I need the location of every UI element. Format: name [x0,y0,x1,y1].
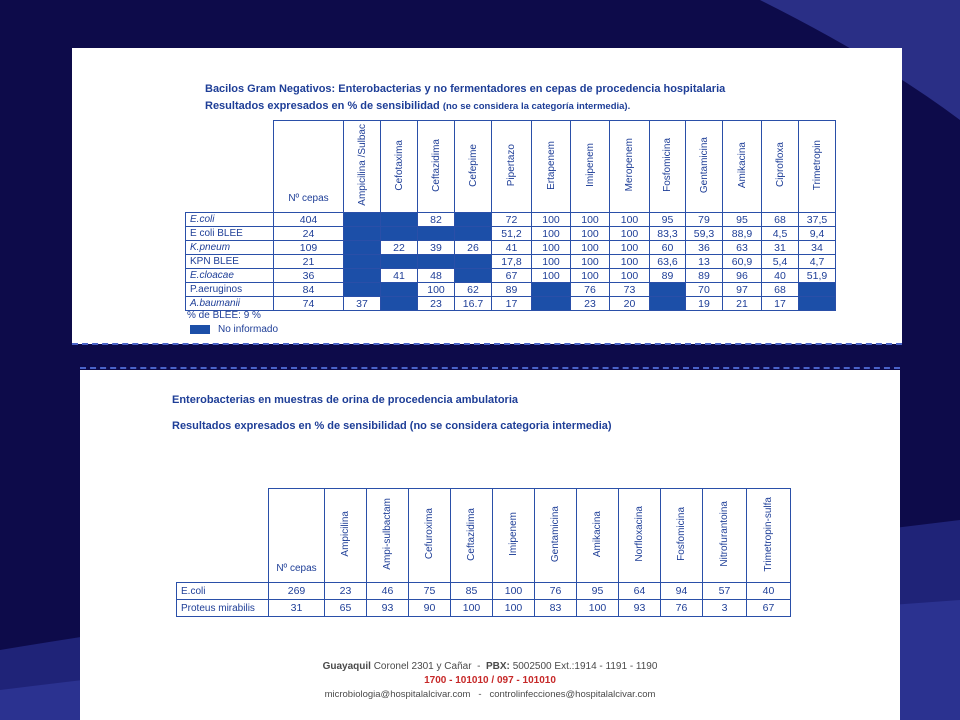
top-table-subtitle [205,100,630,112]
sensitivity-cell: 100 [571,269,610,283]
sensitivity-cell: 59,3 [686,227,723,241]
column-header-antibiotic [650,121,686,213]
organism-cell: Proteus mirabilis [177,600,269,617]
sensitivity-cell: 76 [661,600,703,617]
no-informado-cell [532,283,571,297]
sensitivity-cell: 41 [381,269,418,283]
column-header-cepas: Nº cepas [274,121,344,213]
column-header-antibiotic [492,121,532,213]
sensitivity-cell: 5,4 [762,255,799,269]
sensitivity-cell: 20 [610,297,650,311]
antibiotic-label: Cefotaxima [393,139,405,191]
sensitivity-cell: 100 [610,227,650,241]
bottom-table-title: Enterobacterias en muestras de orina de procedencia ambulatoria [172,394,519,406]
antibiotic-label: Imipenem [508,512,519,556]
table-corner [177,489,269,583]
sensitivity-cell: 100 [610,213,650,227]
antibiotic-label: Nitrofurantoina [719,501,730,567]
antibiotic-label: Fosfomicina [662,138,673,192]
footer-phones: 1700 - 101010 / 097 - 101010 [424,675,556,686]
sensitivity-cell: 73 [610,283,650,297]
sensitivity-cell: 39 [418,241,455,255]
no-informado-cell [455,213,492,227]
footer-emails [80,688,900,702]
antibiotic-label: Ceftazidima [430,138,442,192]
sensitivity-cell: 57 [703,583,747,600]
antibiotic-label: Cefepime [467,143,479,187]
hospital-sensitivity-table [185,120,836,311]
no-informado-cell [455,227,492,241]
sensitivity-cell: 41 [492,241,532,255]
column-header-antibiotic [661,489,703,583]
sensitivity-cell: 22 [381,241,418,255]
hospital-footer [80,660,900,702]
no-informado-cell [381,297,418,311]
no-informado-cell [344,283,381,297]
sensitivity-cell: 100 [532,213,571,227]
sensitivity-cell: 95 [723,213,762,227]
table-row [186,297,836,311]
column-header-antibiotic [703,489,747,583]
sensitivity-cell: 19 [686,297,723,311]
sensitivity-cell: 9,4 [799,227,836,241]
sensitivity-cell: 100 [571,241,610,255]
organism-cell: P.aeruginos [186,283,274,297]
sensitivity-cell: 46 [367,583,409,600]
sensitivity-cell: 48 [418,269,455,283]
sensitivity-cell: 96 [723,269,762,283]
sensitivity-cell: 60,9 [723,255,762,269]
column-header-antibiotic [418,121,455,213]
outpatient-urine-panel [80,370,900,720]
sensitivity-cell: 37 [344,297,381,311]
sensitivity-cell: 68 [762,213,799,227]
organism-cell: A.baumanii [186,297,274,311]
hospital-table-body [186,213,836,311]
sensitivity-cell: 82 [418,213,455,227]
antibiotic-label: Amikacina [592,510,603,558]
no-informado-cell [532,297,571,311]
antibiotic-label: Ampicilina /Sulbac [356,124,368,206]
no-informado-cell [799,297,836,311]
sensitivity-cell: 100 [571,255,610,269]
sensitivity-cell: 21 [723,297,762,311]
table-row [186,269,836,283]
sensitivity-cell: 75 [409,583,451,600]
antibiotic-label: Trimetropin-sulfa [763,496,774,572]
sensitivity-cell: 26 [455,241,492,255]
top-table-title: Bacilos Gram Negativos: Enterobacterias y no fermentadores en cepas de procedencia hospitalaria [205,83,726,95]
legend-swatch [190,325,210,334]
sensitivity-cell: 34 [799,241,836,255]
column-header-antibiotic [493,489,535,583]
sensitivity-cell: 17 [762,297,799,311]
sensitivity-cell: 94 [661,583,703,600]
antibiotic-label: Norfloxacina [634,506,645,562]
sensitivity-cell: 72 [492,213,532,227]
table-corner [186,121,274,213]
footer-pbx-label: PBX: [486,661,510,672]
legend-no-informado [190,324,278,335]
sensitivity-cell: 100 [610,255,650,269]
column-header-antibiotic [762,121,799,213]
organism-cell: K.pneum [186,241,274,255]
no-informado-cell [799,283,836,297]
sensitivity-cell: 51,2 [492,227,532,241]
sensitivity-cell: 76 [571,283,610,297]
footer-street: Coronel 2301 y Cañar [373,661,472,672]
cepas-cell: 269 [269,583,325,600]
no-informado-cell [344,227,381,241]
table-row [186,227,836,241]
sensitivity-cell: 100 [532,227,571,241]
sensitivity-cell: 100 [532,241,571,255]
antibiotic-label: Ciprofloxa [774,142,786,188]
sensitivity-cell: 90 [409,600,451,617]
sensitivity-cell: 100 [610,241,650,255]
cepas-cell: 84 [274,283,344,297]
sensitivity-cell: 4,7 [799,255,836,269]
antibiotic-label: Ceftazidima [466,507,477,561]
top-table-subtitle-note: (no se considera la categoría intermedia). [442,101,631,112]
antibiotic-label: Trimetropin [811,139,823,191]
sensitivity-cell: 95 [650,213,686,227]
hospital-sensitivity-panel [72,48,902,344]
sensitivity-cell: 100 [418,283,455,297]
no-informado-cell [455,269,492,283]
cepas-cell: 404 [274,213,344,227]
sensitivity-cell: 51,9 [799,269,836,283]
sensitivity-cell: 3 [703,600,747,617]
sensitivity-cell: 40 [762,269,799,283]
top-table-subtitle-bold: Resultados expresados en % de sensibilidad [205,100,440,112]
sensitivity-cell: 16.7 [455,297,492,311]
table-row [186,255,836,269]
footer-email-separator: - [473,689,487,700]
sensitivity-cell: 64 [619,583,661,600]
sensitivity-cell: 62 [455,283,492,297]
antibiotic-label: Ertapenem [545,140,557,190]
sensitivity-cell: 100 [532,269,571,283]
column-header-cepas: Nº cepas [269,489,325,583]
sensitivity-cell: 23 [571,297,610,311]
column-header-antibiotic [451,489,493,583]
antibiotic-label: Gentamicina [698,136,710,194]
divider-top [72,343,902,345]
column-header-antibiotic [747,489,791,583]
table-row [177,583,791,600]
sensitivity-cell: 83 [535,600,577,617]
column-header-antibiotic [723,121,762,213]
no-informado-cell [418,227,455,241]
organism-cell: KPN BLEE [186,255,274,269]
column-header-antibiotic [367,489,409,583]
antibiotic-label: Cefuroxima [424,508,435,560]
footer-address [80,660,900,674]
antibiotic-label: Ampi-sulbactam [382,498,393,570]
column-header-antibiotic [577,489,619,583]
sensitivity-cell: 4,5 [762,227,799,241]
sensitivity-cell: 100 [451,600,493,617]
cepas-cell: 36 [274,269,344,283]
no-informado-cell [381,283,418,297]
sensitivity-cell: 85 [451,583,493,600]
organism-cell: E coli BLEE [186,227,274,241]
sensitivity-cell: 65 [325,600,367,617]
no-informado-cell [455,255,492,269]
sensitivity-cell: 67 [492,269,532,283]
sensitivity-cell: 100 [493,583,535,600]
sensitivity-cell: 100 [571,227,610,241]
sensitivity-cell: 63,6 [650,255,686,269]
no-informado-cell [650,283,686,297]
sensitivity-cell: 89 [492,283,532,297]
no-informado-cell [381,227,418,241]
column-header-antibiotic [571,121,610,213]
footer-pbx: 5002500 Ext.:1914 - 1191 - 1190 [512,661,658,672]
divider-bottom [80,367,900,369]
sensitivity-cell: 17 [492,297,532,311]
sensitivity-cell: 100 [577,600,619,617]
sensitivity-cell: 63 [723,241,762,255]
sensitivity-cell: 70 [686,283,723,297]
no-informado-cell [344,241,381,255]
footer-separator: - [474,661,484,672]
no-informado-cell [344,255,381,269]
sensitivity-cell: 93 [367,600,409,617]
sensitivity-cell: 68 [762,283,799,297]
column-header-antibiotic [799,121,836,213]
no-informado-cell [344,213,381,227]
column-header-antibiotic [610,121,650,213]
column-header-antibiotic [344,121,381,213]
cepas-cell: 109 [274,241,344,255]
sensitivity-cell: 40 [747,583,791,600]
outpatient-table-body [177,583,791,617]
antibiotic-label: Amikacina [736,141,748,189]
sensitivity-cell: 23 [325,583,367,600]
column-header-antibiotic [381,121,418,213]
sensitivity-cell: 89 [650,269,686,283]
sensitivity-cell: 67 [747,600,791,617]
antibiotic-label: Fosfomicina [676,507,687,561]
sensitivity-cell: 37,5 [799,213,836,227]
antibiotic-label: Pipertazo [506,143,517,187]
sensitivity-cell: 17,8 [492,255,532,269]
column-header-antibiotic [409,489,451,583]
antibiotic-label: Ampicilina [340,511,351,557]
table-row [177,600,791,617]
sensitivity-cell: 100 [532,255,571,269]
sensitivity-cell: 100 [571,213,610,227]
no-informado-cell [650,297,686,311]
legend-label: No informado [218,324,279,335]
antibiotic-label: Imipenem [584,143,596,187]
no-informado-cell [381,213,418,227]
footer-email-control[interactable]: controlinfecciones@hospitalalcivar.com [489,689,656,700]
column-header-antibiotic [532,121,571,213]
organism-cell: E.coli [186,213,274,227]
sensitivity-cell: 83,3 [650,227,686,241]
sensitivity-cell: 79 [686,213,723,227]
organism-cell: E.coli [177,583,269,600]
organism-cell: E.cloacae [186,269,274,283]
sensitivity-cell: 36 [686,241,723,255]
sensitivity-cell: 97 [723,283,762,297]
sensitivity-cell: 95 [577,583,619,600]
sensitivity-cell: 100 [493,600,535,617]
column-header-antibiotic [535,489,577,583]
cepas-cell: 74 [274,297,344,311]
antibiotic-label: Gentamicina [550,505,561,563]
bottom-table-subtitle: Resultados expresados en % de sensibilidad (no se considera categoria intermedia) [172,420,612,432]
no-informado-cell [381,255,418,269]
outpatient-sensitivity-table [176,488,791,617]
blee-percentage: % de BLEE: 9 % [187,310,261,321]
table-row [186,213,836,227]
sensitivity-cell: 23 [418,297,455,311]
cepas-cell: 24 [274,227,344,241]
column-header-antibiotic [686,121,723,213]
sensitivity-cell: 88,9 [723,227,762,241]
sensitivity-cell: 13 [686,255,723,269]
footer-email-microbiologia[interactable]: microbiologia@hospitalalcivar.com [324,689,471,700]
sensitivity-cell: 100 [610,269,650,283]
cepas-cell: 21 [274,255,344,269]
column-header-antibiotic [325,489,367,583]
antibiotic-label: Meropenem [624,138,635,192]
table-row [186,241,836,255]
sensitivity-cell: 31 [762,241,799,255]
no-informado-cell [344,269,381,283]
sensitivity-cell: 60 [650,241,686,255]
sensitivity-cell: 89 [686,269,723,283]
footer-city: Guayaquil [322,661,371,672]
table-row [186,283,836,297]
sensitivity-cell: 93 [619,600,661,617]
no-informado-cell [418,255,455,269]
cepas-cell: 31 [269,600,325,617]
column-header-antibiotic [619,489,661,583]
sensitivity-cell: 76 [535,583,577,600]
column-header-antibiotic [455,121,492,213]
